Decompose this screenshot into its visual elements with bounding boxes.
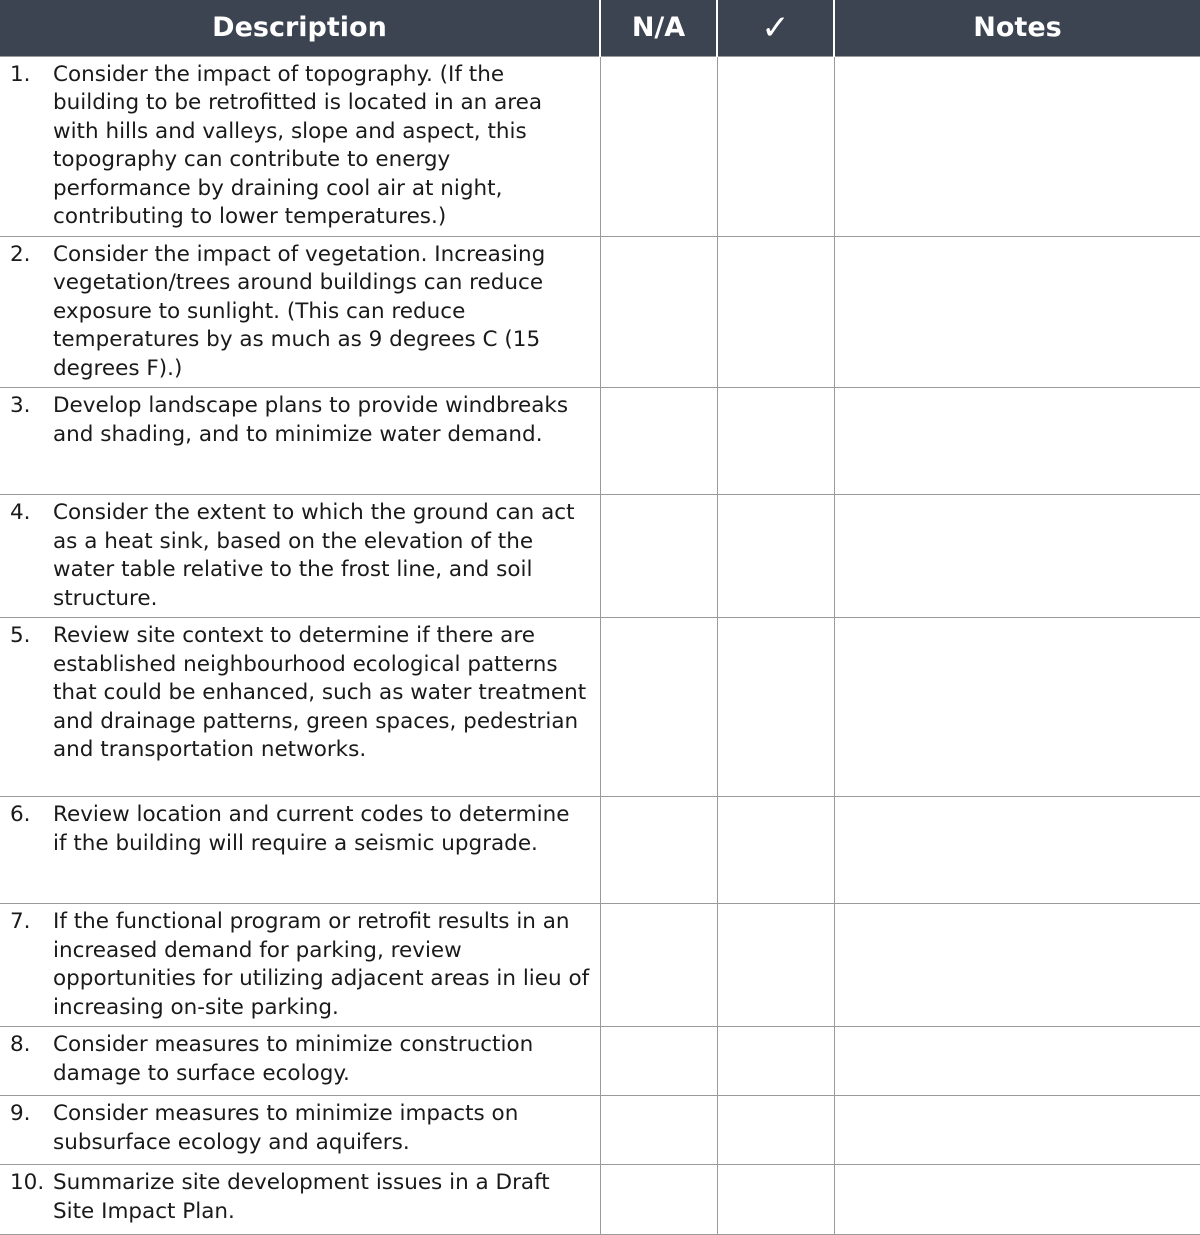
check-cell[interactable] — [717, 618, 834, 797]
notes-cell[interactable] — [834, 236, 1200, 388]
check-cell[interactable] — [717, 1027, 834, 1096]
table-row — [0, 236, 1200, 388]
item-number: 4. — [10, 500, 31, 525]
na-cell[interactable] — [600, 56, 717, 236]
notes-cell[interactable] — [834, 1096, 1200, 1165]
na-cell[interactable] — [600, 1027, 717, 1096]
item-text: Consider the extent to which the ground can act as a heat sink, based on the elevation of the water table relative to the frost line, and soil structure. — [53, 500, 575, 611]
notes-cell[interactable] — [834, 797, 1200, 904]
item-number: 2. — [10, 241, 31, 267]
description-cell — [0, 618, 600, 797]
notes-cell[interactable] — [834, 1165, 1200, 1235]
na-cell[interactable] — [600, 1096, 717, 1165]
item-text: If the functional program or retrofit results in an increased demand for parking, review opportunities for utilizing adjacent areas in lieu of increasing on-site parking. — [53, 909, 590, 1020]
item-number: 8. — [10, 1032, 31, 1057]
check-cell[interactable] — [717, 1165, 834, 1235]
na-cell[interactable] — [600, 618, 717, 797]
table-row — [0, 618, 1200, 797]
check-cell[interactable] — [717, 495, 834, 618]
header-check — [717, 0, 834, 56]
item-number: 10. — [10, 1170, 45, 1195]
table-row — [0, 904, 1200, 1027]
item-text: Review location and current codes to determine if the building will require a seismic upgrade. — [53, 802, 570, 856]
item-text: Develop landscape plans to provide windbreaks and shading, and to minimize water demand. — [53, 393, 569, 447]
table-row — [0, 56, 1200, 236]
item-text: Consider measures to minimize impacts on subsurface ecology and aquifers. — [53, 1101, 519, 1155]
header-na: N/A — [600, 0, 717, 56]
item-number: 3. — [10, 393, 31, 418]
check-cell[interactable] — [717, 797, 834, 904]
na-cell[interactable] — [600, 904, 717, 1027]
check-cell[interactable] — [717, 1096, 834, 1165]
description-cell — [0, 1027, 600, 1096]
na-cell[interactable] — [600, 388, 717, 495]
check-cell[interactable] — [717, 236, 834, 388]
header-row — [0, 0, 1200, 56]
description-cell — [0, 797, 600, 904]
description-cell — [0, 388, 600, 495]
check-cell[interactable] — [717, 388, 834, 495]
table-row — [0, 388, 1200, 495]
table-row — [0, 1027, 1200, 1096]
check-cell[interactable] — [717, 56, 834, 236]
header-notes: Notes — [834, 0, 1200, 56]
checkmark-icon: ✓ — [761, 7, 790, 48]
notes-cell[interactable] — [834, 904, 1200, 1027]
description-cell — [0, 495, 600, 618]
notes-cell[interactable] — [834, 56, 1200, 236]
notes-cell[interactable] — [834, 1027, 1200, 1096]
table-row — [0, 1096, 1200, 1165]
item-number: 1. — [10, 61, 31, 87]
na-cell[interactable] — [600, 1165, 717, 1235]
item-text: Consider measures to minimize construction damage to surface ecology. — [53, 1032, 534, 1086]
notes-cell[interactable] — [834, 388, 1200, 495]
description-cell — [0, 1096, 600, 1165]
header-description: Description — [0, 0, 600, 56]
item-number: 7. — [10, 909, 31, 934]
item-text: Summarize site development issues in a Draft Site Impact Plan. — [53, 1170, 550, 1224]
notes-cell[interactable] — [834, 495, 1200, 618]
description-cell — [0, 56, 600, 236]
check-cell[interactable] — [717, 904, 834, 1027]
description-cell — [0, 904, 600, 1027]
na-cell[interactable] — [600, 236, 717, 388]
description-cell — [0, 1165, 600, 1235]
table-row — [0, 797, 1200, 904]
item-number: 5. — [10, 623, 31, 648]
na-cell[interactable] — [600, 797, 717, 904]
na-cell[interactable] — [600, 495, 717, 618]
table-row — [0, 1165, 1200, 1235]
notes-cell[interactable] — [834, 618, 1200, 797]
item-number: 6. — [10, 802, 31, 827]
item-number: 9. — [10, 1101, 31, 1126]
item-text: Consider the impact of vegetation. Increasing vegetation/trees around buildings can reduce exposure to sunlight. (This can reduce temperatures by as much as 9 degrees C (15 degrees F).) — [53, 241, 546, 381]
item-text: Consider the impact of topography. (If the building to be retrofitted is located in an area with hills and valleys, slope and aspect, this topography can contribute to energy performance by draining cool air at night, contributing to lower temperatures.) — [53, 61, 543, 229]
table-row — [0, 495, 1200, 618]
description-cell — [0, 236, 600, 388]
item-text: Review site context to determine if there are established neighbourhood ecological patterns that could be enhanced, such as water treatment and drainage patterns, green spaces, pedestrian and transportation networks. — [53, 623, 587, 762]
